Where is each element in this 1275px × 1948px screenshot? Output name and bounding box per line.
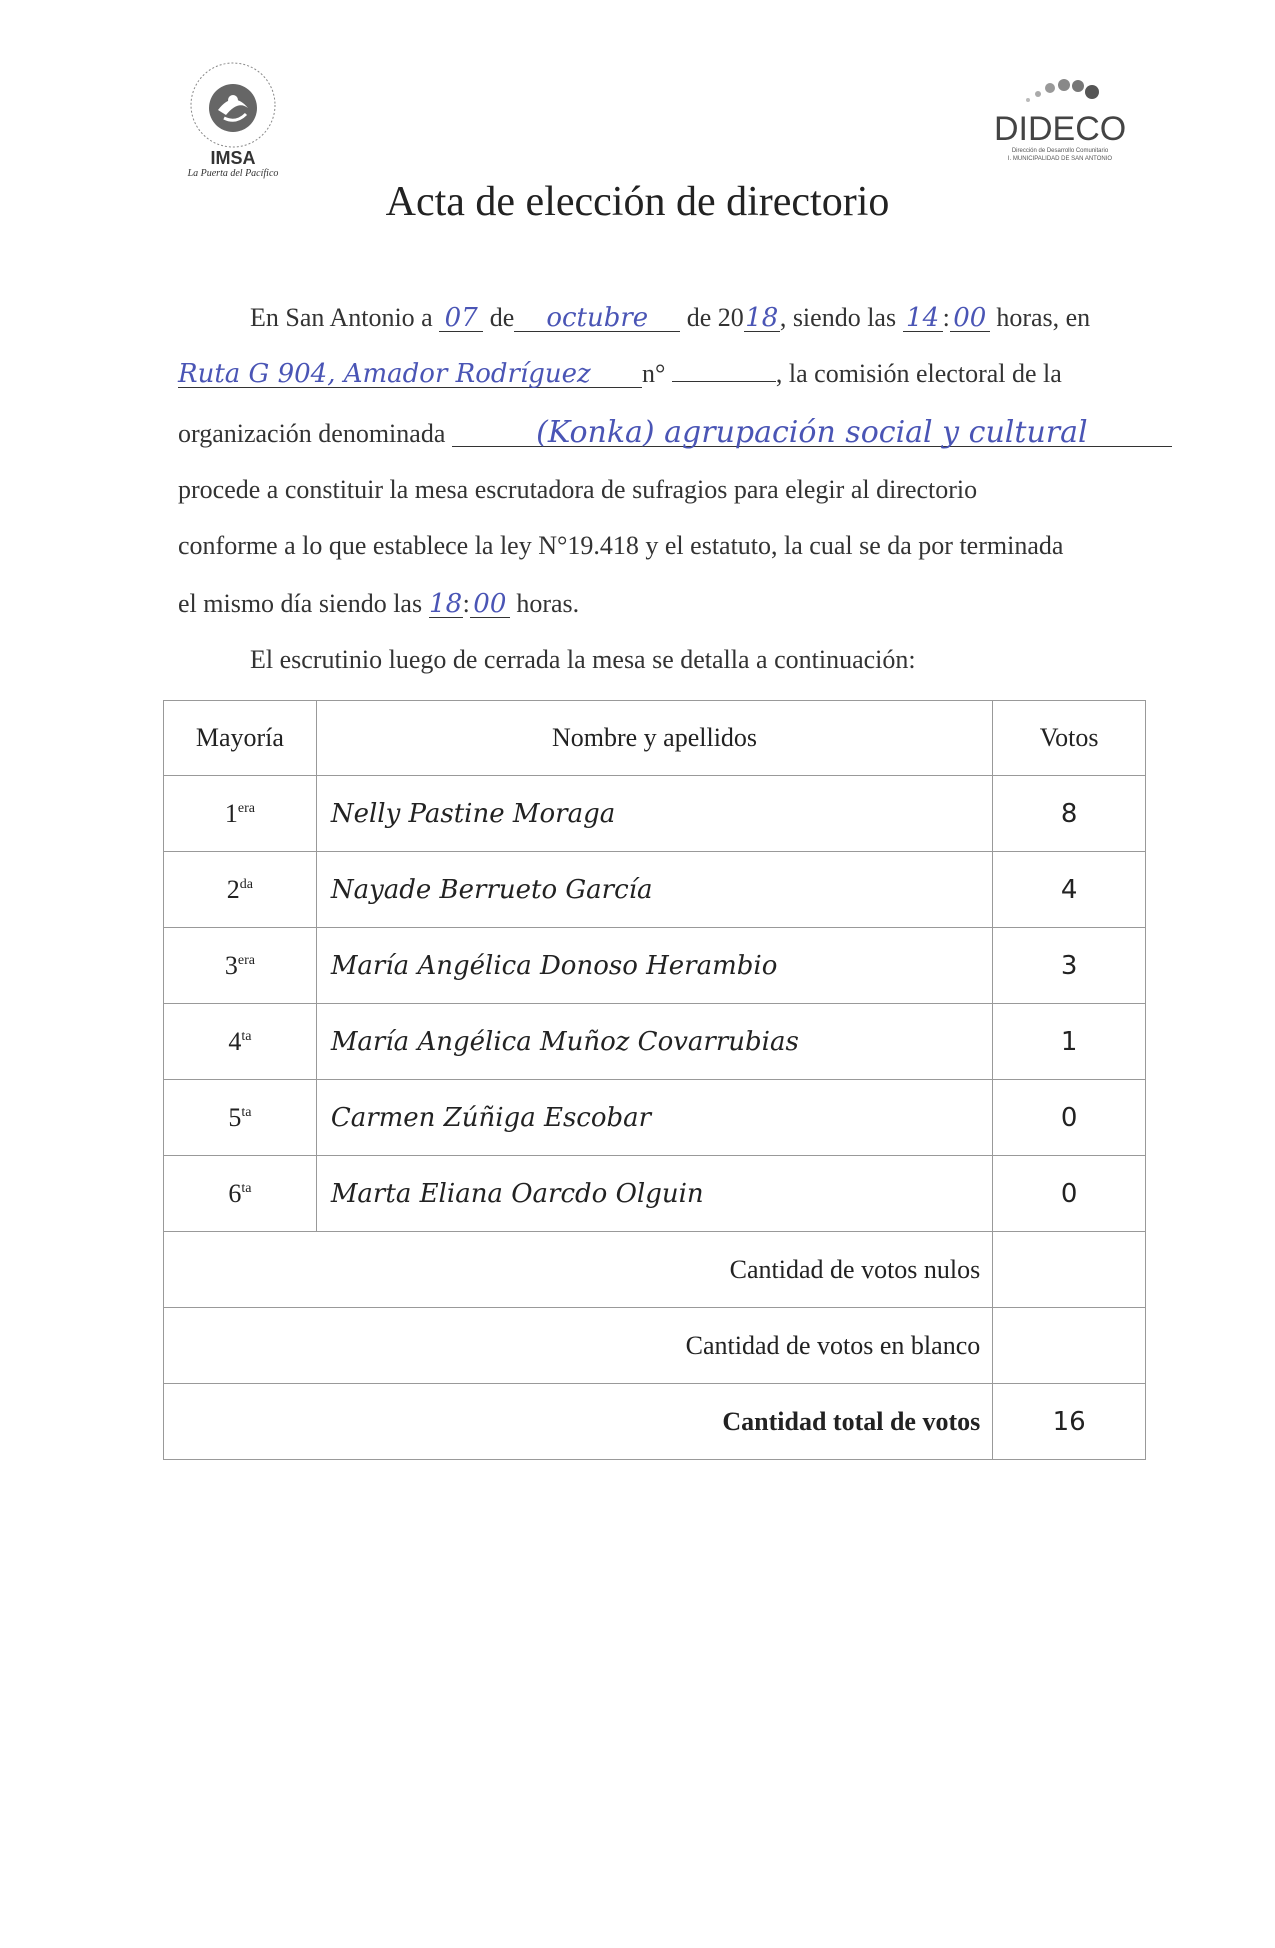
rank-cell (164, 928, 317, 1004)
blank-votes-value (993, 1308, 1146, 1384)
intro-line-1 (250, 304, 1200, 332)
results-table (163, 700, 1146, 1460)
rank-number: 3 (224, 950, 238, 980)
dideco-dots-icon (1020, 76, 1110, 106)
rank-cell (164, 1080, 317, 1156)
table-header-row (164, 701, 1146, 776)
intro-text: de 20 (686, 303, 744, 332)
rank-number: 6 (228, 1178, 242, 1208)
intro-text: n° (642, 359, 666, 388)
header-name: Nombre y apellidos (316, 701, 992, 776)
blank-votes-row (164, 1308, 1146, 1384)
dideco-subtitle-1: Dirección de Desarrollo Comunitario (1011, 148, 1109, 154)
address-field: Ruta G 904, Amador Rodríguez (178, 361, 642, 388)
dideco-subtitle-2: I. MUNICIPALIDAD DE SAN ANTONIO (1007, 156, 1113, 162)
total-votes-value: 16 (993, 1384, 1146, 1460)
intro-text: horas. (516, 589, 580, 618)
intro-line-6 (178, 590, 1128, 618)
imsa-logo (170, 60, 300, 180)
vote-count: 8 (993, 776, 1146, 852)
intro-line-3 (178, 415, 1128, 450)
table-row (164, 1004, 1146, 1080)
total-votes-row (164, 1384, 1146, 1460)
rank-suffix: da (239, 876, 254, 892)
rank-cell (164, 1004, 317, 1080)
null-votes-value (993, 1232, 1146, 1308)
dideco-logo (990, 76, 1130, 166)
null-votes-row (164, 1232, 1146, 1308)
dideco-logo-text: DIDECO (994, 110, 1127, 148)
candidate-name: María Angélica Donoso Herambio (316, 928, 992, 1004)
rank-suffix: ta (241, 1180, 252, 1196)
candidate-name: María Angélica Muñoz Covarrubias (316, 1004, 992, 1080)
table-row (164, 1080, 1146, 1156)
intro-text: de (489, 303, 515, 332)
intro-text: el mismo día siendo las (178, 589, 423, 618)
day-field: 07 (439, 305, 483, 332)
table-row (164, 1156, 1146, 1232)
end-minute-field: 00 (470, 591, 510, 618)
month-field: octubre (514, 305, 680, 332)
vote-count: 4 (993, 852, 1146, 928)
rank-number: 5 (228, 1102, 242, 1132)
municipal-seal-icon (188, 60, 278, 150)
intro-text: horas, en (996, 303, 1091, 332)
document-title: Acta de elección de directorio (385, 179, 890, 225)
start-hour-field: 14 (903, 305, 943, 332)
end-hour-field: 18 (429, 589, 463, 619)
header-votes: Votos (993, 701, 1146, 776)
vote-count: 0 (993, 1156, 1146, 1232)
table-row (164, 928, 1146, 1004)
start-minute-field: 00 (950, 305, 990, 332)
intro-line-7: El escrutinio luego de cerrada la mesa se detalla a continuación: (250, 645, 916, 674)
colon-text: : (942, 303, 950, 332)
intro-line-5: conforme a lo que establece la ley N°19.418 y el estatuto, la cual se da por terminada (178, 531, 1064, 560)
rank-number: 2 (226, 874, 240, 904)
rank-suffix: ta (241, 1104, 252, 1120)
blank-votes-label: Cantidad de votos en blanco (164, 1308, 993, 1384)
organization-name-field: (Konka) agrupación social y cultural (452, 420, 1172, 447)
header-rank: Mayoría (164, 701, 317, 776)
intro-text: organización denominada (178, 419, 446, 448)
year-field: 18 (745, 303, 779, 333)
intro-text: , la comisión electoral de la (775, 359, 1062, 388)
rank-cell (164, 1156, 317, 1232)
intro-line-4: procede a constituir la mesa escrutadora de sufragios para elegir al directorio (178, 475, 978, 504)
vote-count: 3 (993, 928, 1146, 1004)
vote-count: 0 (993, 1080, 1146, 1156)
number-field (672, 381, 776, 382)
vote-count: 1 (993, 1004, 1146, 1080)
intro-line-2 (178, 360, 1128, 388)
table-row (164, 852, 1146, 928)
candidate-name: Nayade Berrueto García (316, 852, 992, 928)
candidate-name: Nelly Pastine Moraga (316, 776, 992, 852)
candidate-name: Marta Eliana Oarcdo Olguin (316, 1156, 992, 1232)
rank-cell (164, 776, 317, 852)
rank-cell (164, 852, 317, 928)
intro-text: En San Antonio a (250, 303, 433, 332)
candidate-name: Carmen Zúñiga Escobar (316, 1080, 992, 1156)
colon-text: : (462, 589, 470, 618)
rank-suffix: era (237, 800, 255, 816)
rank-number: 4 (228, 1026, 242, 1056)
imsa-logo-text: IMSA (210, 148, 256, 168)
intro-text: , siendo las (779, 303, 897, 332)
imsa-logo-tagline: La Puerta del Pacífico (187, 168, 279, 179)
total-votes-label: Cantidad total de votos (164, 1384, 993, 1460)
null-votes-label: Cantidad de votos nulos (164, 1232, 993, 1308)
rank-suffix: ta (241, 1028, 252, 1044)
table-row (164, 776, 1146, 852)
rank-suffix: era (237, 952, 255, 968)
rank-number: 1 (224, 798, 238, 828)
